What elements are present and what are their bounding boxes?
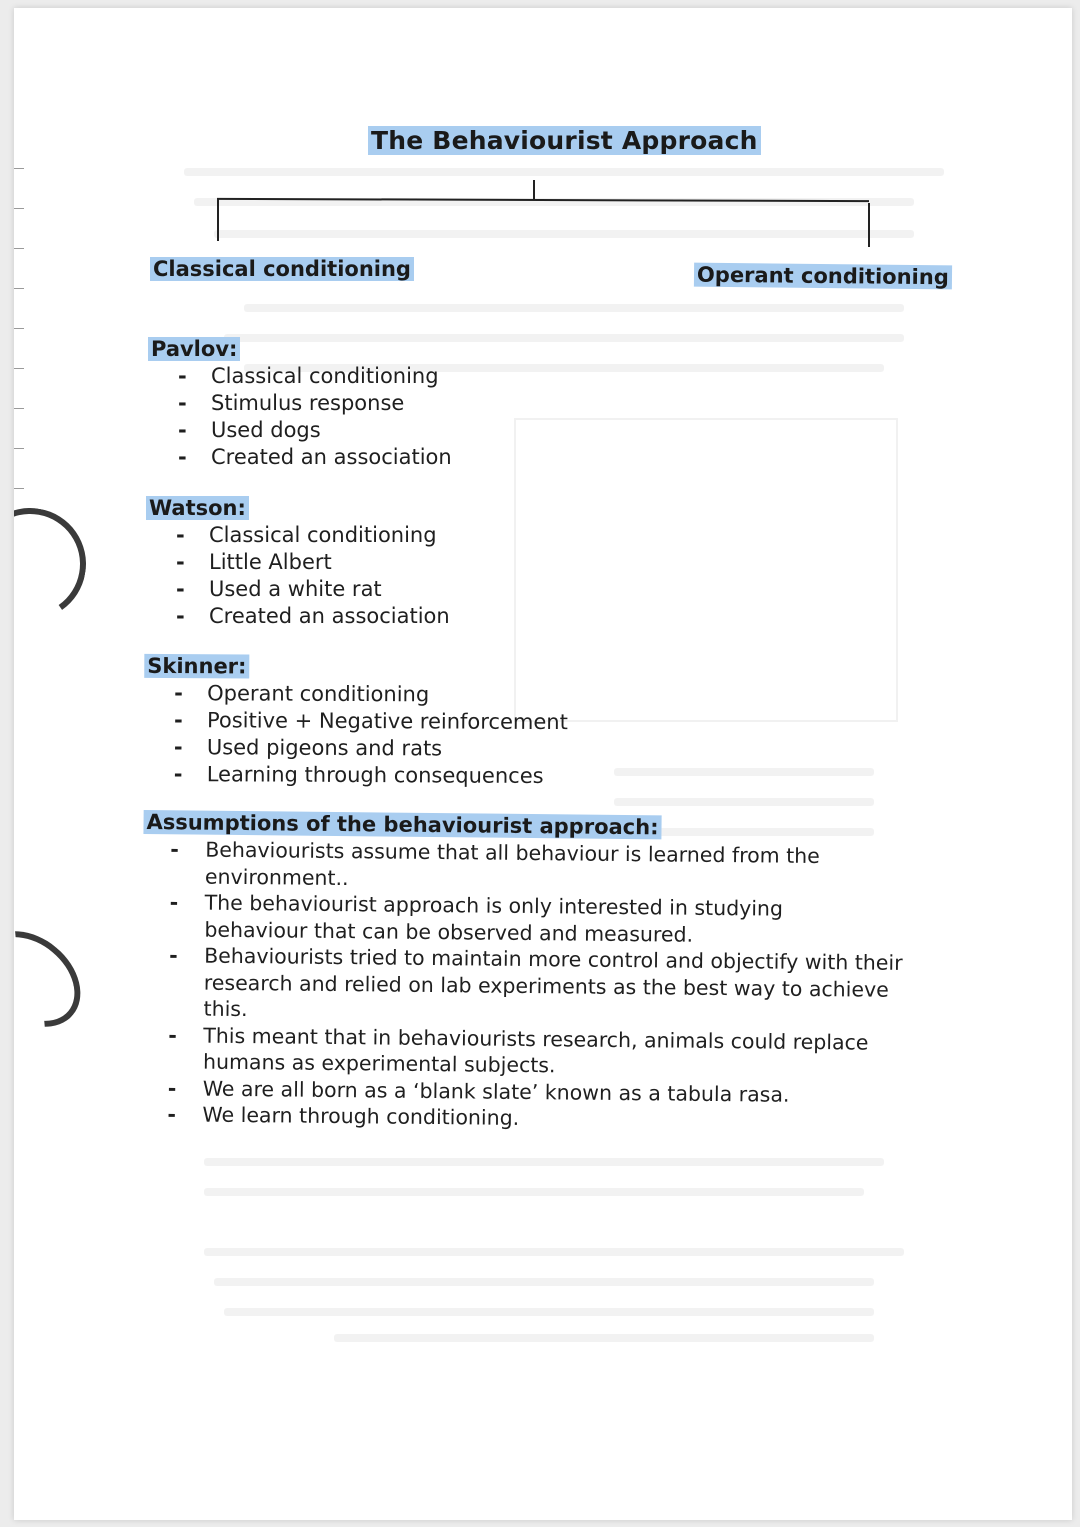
section-assumptions — [140, 810, 913, 1136]
list-item: - Used pigeons and rats — [144, 734, 568, 763]
list-item: - Created an association — [146, 603, 450, 630]
list-item: - Created an association — [148, 444, 452, 471]
branch-operant-conditioning: Operant conditioning — [694, 263, 952, 290]
list-item: - Behaviourists tried to maintain more control and objectify with their research and relied on lab experiments as the best way to achieve this. — [141, 942, 904, 1029]
tree-right-leg — [868, 203, 870, 247]
binder-ring-top — [14, 499, 95, 629]
tree-stem — [533, 180, 535, 200]
notebook-page — [14, 8, 1072, 1520]
list-item: - Little Albert — [146, 549, 450, 576]
branch-classical-conditioning: Classical conditioning — [150, 257, 414, 281]
list-item: - Learning through consequences — [144, 761, 568, 790]
section-heading: Watson: — [146, 496, 249, 520]
list-item: - Operant conditioning — [144, 680, 568, 709]
section-heading: Skinner: — [144, 654, 249, 679]
list-item: - Used a white rat — [146, 576, 450, 603]
list-item: - Positive + Negative reinforcement — [144, 707, 568, 736]
binder-ring-bottom — [14, 912, 99, 1047]
list-item: - We learn through conditioning. — [140, 1101, 910, 1136]
list-item: - Behaviourists assume that all behaviour is learned from the environment.. — [143, 836, 861, 897]
section-heading: Pavlov: — [148, 337, 240, 361]
section-heading: Assumptions of the behaviourist approach: — [143, 810, 661, 839]
list-item: - Stimulus response — [148, 390, 452, 417]
list-item: - We are all born as a ‘blank slate’ known as a tabula rasa. — [141, 1074, 911, 1109]
section-watson — [146, 496, 450, 630]
tree-left-leg — [217, 199, 219, 241]
list-item: - Used dogs — [148, 417, 452, 444]
list-item: - Classical conditioning — [148, 363, 452, 390]
list-item: - Classical conditioning — [146, 522, 450, 549]
list-item: - The behaviourist approach is only interested in studying behaviour that can be observed and measured. — [142, 889, 835, 949]
section-skinner — [144, 654, 569, 790]
section-pavlov — [148, 337, 452, 471]
page-title: The Behaviourist Approach — [368, 126, 761, 155]
list-item: - This meant that in behaviourists research, animals could replace humans as experimental subjects. — [141, 1021, 924, 1082]
